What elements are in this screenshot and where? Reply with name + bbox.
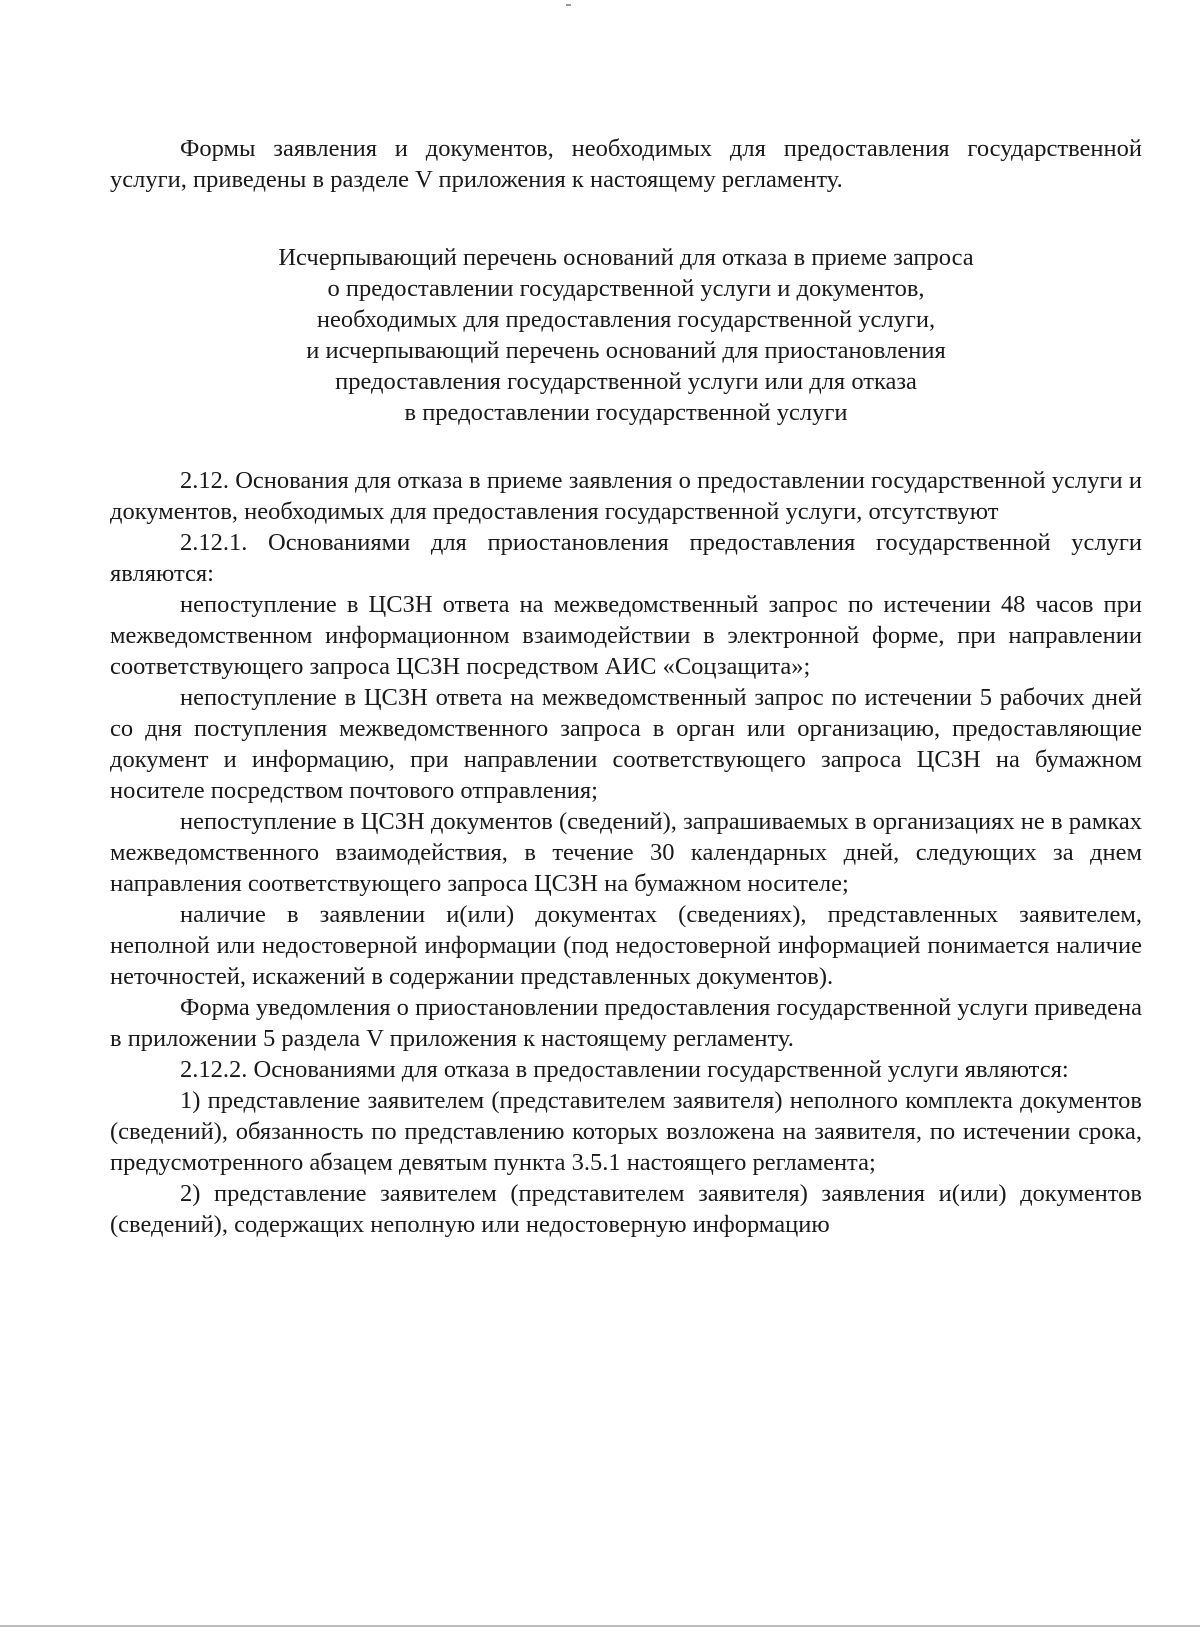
paragraph-suspension-30-days: непоступление в ЦСЗН документов (сведений), запрашиваемых в организациях не в рамках межведомственного взаимодействия, в течение 30 календарных дней, следующих за днем направления соответствующего запроса ЦСЗН на бумажном носителе; <box>110 808 1142 897</box>
paragraph-2-12-1: 2.12.1. Основаниями для приостановления предоставления государственной услуги являются: <box>110 529 1142 587</box>
paragraph-notification-form: Форма уведомления о приостановлении предоставления государственной услуги приведена в приложении 5 раздела V приложения к настоящему регламенту. <box>110 994 1142 1052</box>
section-heading <box>110 242 1142 428</box>
paragraph-refusal-item-1: 1) представление заявителем (представителем заявителя) неполного комплекта документов (сведений), обязанность по представлению которых возложена на заявителя, по истечении срока, предусмотренного абзацем девятым пункта 3.5.1 настоящего регламента; <box>110 1087 1142 1176</box>
intro-paragraph: Формы заявления и документов, необходимых для предоставления государственной услуги, приведены в разделе V приложения к настоящему регламенту. <box>110 135 1142 193</box>
heading-line: в предоставлении государственной услуги <box>404 399 848 426</box>
document-body <box>110 133 1142 1240</box>
heading-line: предоставления государственной услуги или для отказа <box>335 368 917 395</box>
heading-line: о предоставлении государственной услуги и документов, <box>327 275 925 302</box>
paragraph-suspension-48-hours: непоступление в ЦСЗН ответа на межведомственный запрос по истечении 48 часов при межведомственном информационном взаимодействии в электронной форме, при направлении соответствующего запроса ЦСЗН посредством АИС «Соцзащита»; <box>110 591 1142 680</box>
paragraph-2-12-2: 2.12.2. Основаниями для отказа в предоставлении государственной услуги являются: <box>180 1056 1069 1083</box>
heading-line: необходимых для предоставления государственной услуги, <box>316 306 936 333</box>
paragraph-refusal-item-2: 2) представление заявителем (представителем заявителя) заявления и(или) документов (сведений), содержащих неполную или недостоверную информацию <box>110 1180 1142 1238</box>
scan-bottom-edge <box>0 1625 1200 1627</box>
paragraph-2-12: 2.12. Основания для отказа в приеме заявления о предоставлении государственной услуги и документов, необходимых для предоставления государственной услуги, отсутствуют <box>110 467 1142 525</box>
scan-speck <box>566 4 571 6</box>
paragraph-incomplete-info: наличие в заявлении и(или) документах (сведениях), представленных заявителем, неполной или недостоверной информации (под недостоверной информацией понимается наличие неточностей, искажений в содержании представленных документов). <box>110 901 1142 990</box>
paragraph-suspension-5-days: непоступление в ЦСЗН ответа на межведомственный запрос по истечении 5 рабочих дней со дня поступления межведомственного запроса в орган или организацию, предоставляющие документ и информацию, при направлении соответствующего запроса ЦСЗН на бумажном носителе посредством почтового отправления; <box>110 684 1142 804</box>
heading-line: и исчерпывающий перечень оснований для приостановления <box>306 337 946 364</box>
heading-line: Исчерпывающий перечень оснований для отказа в приеме запроса <box>278 244 974 271</box>
